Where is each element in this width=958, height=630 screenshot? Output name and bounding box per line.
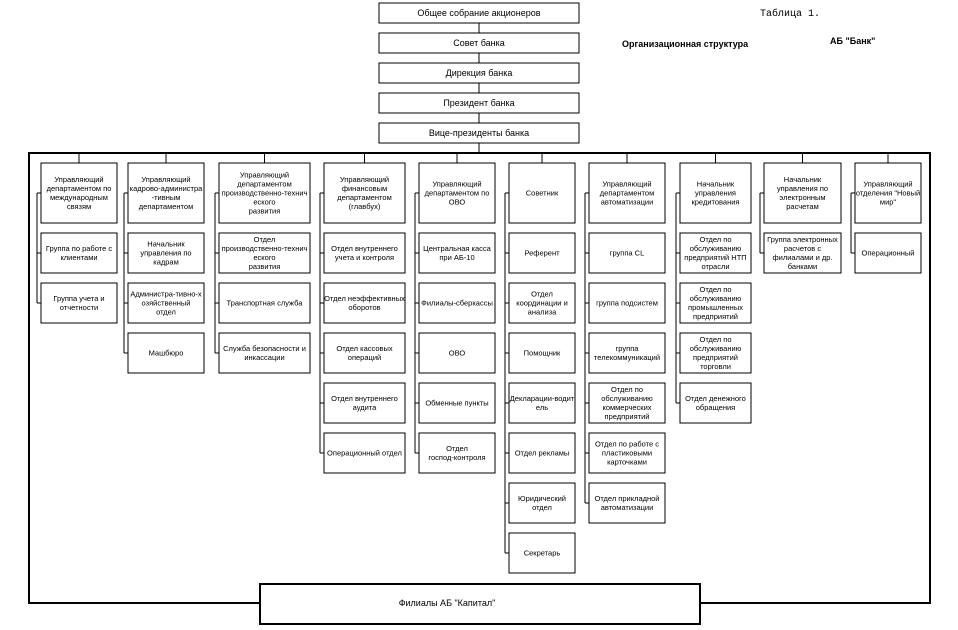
department-head-box xyxy=(219,163,310,223)
department-head-box xyxy=(764,163,841,223)
department-unit-box xyxy=(324,383,405,423)
department-unit-box xyxy=(509,233,575,273)
department-unit-box xyxy=(589,383,665,423)
department-unit-box xyxy=(764,233,841,273)
department-head-box-label: Начальник управления кредитования xyxy=(691,179,740,207)
department-unit-box xyxy=(509,433,575,473)
department-unit-box-label: группа подсистем xyxy=(596,298,658,308)
department-column xyxy=(760,153,841,273)
department-unit-box-label: Отдел кассовых операций xyxy=(336,344,393,362)
department-unit-box xyxy=(509,383,575,423)
department-unit-box-label: Отдел по обслуживанию промышленных предприятий xyxy=(688,285,743,321)
department-head-box-label: Управляющий департаментом автоматизации xyxy=(599,179,655,207)
department-unit-box-label: Администра-тивно-х озяйственный отдел xyxy=(130,289,202,317)
department-unit-box xyxy=(419,233,495,273)
department-unit-box-label: Отдел рекламы xyxy=(514,448,570,458)
department-unit-box-label: Отдел по обслуживанию коммерческих предприятий xyxy=(601,385,653,421)
department-unit-box-label: Служба безопасности и инкассации xyxy=(223,344,306,362)
department-unit-box-label: ОВО xyxy=(448,348,466,358)
department-unit-box xyxy=(680,383,751,423)
department-unit-box-label: Центральная касса при АБ-10 xyxy=(423,244,491,262)
department-unit-box xyxy=(680,333,751,373)
department-unit-box xyxy=(324,233,405,273)
top-chain-label: Вице-президенты банка xyxy=(428,128,530,138)
department-column xyxy=(585,153,665,523)
department-unit-box-label: Юридический отдел xyxy=(518,494,566,512)
department-unit-box-label: Отдел прикладной автоматизации xyxy=(594,494,660,512)
department-column xyxy=(37,153,117,323)
vice-presidents-box xyxy=(379,123,579,143)
department-unit-box xyxy=(41,283,117,323)
department-unit-box-label: Операционный отдел xyxy=(327,448,402,458)
department-column xyxy=(676,153,751,423)
top-chain-label: Президент банка xyxy=(443,98,515,108)
department-unit-box xyxy=(855,233,921,273)
department-unit-box-label: Отдел господ-контроля xyxy=(428,444,486,462)
department-unit-box xyxy=(509,533,575,573)
department-unit-box xyxy=(324,333,405,373)
branches-label: Филиалы АБ "Капитал" xyxy=(398,598,496,608)
department-unit-box-label: Отдел производственно-технич еского развития xyxy=(221,235,308,271)
department-unit-box xyxy=(589,283,665,323)
department-unit-box xyxy=(324,283,405,323)
department-unit-box-label: Группа учета и отчетности xyxy=(53,294,105,312)
department-unit-box-label: Отдел внутреннего аудита xyxy=(331,394,398,412)
department-unit-box xyxy=(680,283,751,323)
department-head-box-label: Управляющий департаментом производственно-технич еского развития xyxy=(221,170,308,216)
department-unit-box xyxy=(589,333,665,373)
department-unit-box xyxy=(219,333,310,373)
department-unit-box-label: Обменные пункты xyxy=(425,398,489,408)
department-unit-box xyxy=(419,283,495,323)
department-column xyxy=(505,153,575,573)
department-unit-box-label: группа телекоммуникаций xyxy=(593,344,661,362)
department-column xyxy=(124,153,204,373)
chart-title-left: Организационная структура xyxy=(622,39,749,49)
department-head-box-label: Советник xyxy=(525,188,559,198)
department-unit-box xyxy=(589,233,665,273)
department-unit-box xyxy=(128,283,204,323)
department-unit-box xyxy=(509,483,575,523)
department-unit-box-label: Декларации-водит ель xyxy=(509,394,575,412)
department-unit-box xyxy=(589,433,665,473)
department-unit-box-label: Отдел по обслуживанию предприятий НТП отрасли xyxy=(684,235,747,271)
department-head-box xyxy=(855,163,921,223)
department-unit-box-label: Машбюро xyxy=(148,348,184,358)
department-unit-box-label: Отдел внутреннего учета и контроля xyxy=(331,244,398,262)
department-unit-box xyxy=(419,333,495,373)
table-caption: Таблица 1. xyxy=(760,9,821,20)
department-unit-box-label: Группа по работе с клиентами xyxy=(45,244,113,262)
department-unit-box-label: Операционный xyxy=(861,248,915,258)
department-head-box xyxy=(128,163,204,223)
department-head-box xyxy=(419,163,495,223)
department-unit-box xyxy=(324,433,405,473)
department-unit-box-label: Отдел по обслуживанию предприятий торговли xyxy=(689,335,742,371)
department-unit-box-label: группа CL xyxy=(609,248,645,258)
bank-directorate-box xyxy=(379,63,579,83)
chart-title-right: АБ "Банк" xyxy=(830,36,876,46)
department-head-box-label: Управляющий финансовым департаментом (главбух) xyxy=(337,175,392,211)
department-unit-box xyxy=(509,283,575,323)
department-head-box-label: Управляющий департаментом по международным связям xyxy=(46,175,112,211)
department-unit-box xyxy=(509,333,575,373)
department-unit-box-label: Помощник xyxy=(523,348,561,358)
department-head-box-label: Начальник управления по электронным расчетам xyxy=(776,175,829,211)
department-head-box xyxy=(680,163,751,223)
department-unit-box-label: Отдел координации и анализа xyxy=(516,289,568,317)
department-unit-box-label: Секретарь xyxy=(523,548,561,558)
department-unit-box-label: Группа электронных расчетов с филиалами и др. банками xyxy=(767,235,838,271)
top-chain-label: Дирекция банка xyxy=(445,68,513,78)
top-chain-label: Общее собрание акционеров xyxy=(417,8,541,18)
bank-council-box xyxy=(379,33,579,53)
department-unit-box xyxy=(419,433,495,473)
department-head-box xyxy=(589,163,665,223)
department-unit-box-label: Начальник управления по кадрам xyxy=(140,239,192,267)
department-unit-box-label: Отдел неэффективных оборотов xyxy=(324,294,405,312)
department-head-box xyxy=(41,163,117,223)
department-unit-box xyxy=(128,233,204,273)
department-unit-box xyxy=(219,283,310,323)
department-unit-box-label: Отдел по работе с пластиковыми карточками xyxy=(594,439,660,467)
department-head-box xyxy=(509,163,575,223)
top-chain-label: Совет банка xyxy=(453,38,505,48)
department-unit-box xyxy=(589,483,665,523)
department-unit-box xyxy=(680,233,751,273)
department-unit-box xyxy=(128,333,204,373)
branches-box xyxy=(260,584,700,624)
shareholders-meeting-box xyxy=(379,3,579,23)
bank-president-box xyxy=(379,93,579,113)
department-unit-box-label: Транспортная служба xyxy=(226,298,303,308)
department-unit-box xyxy=(419,383,495,423)
department-unit-box-label: Референт xyxy=(524,248,560,258)
department-unit-box xyxy=(219,233,310,273)
department-column xyxy=(215,153,310,373)
department-unit-box-label: Филиалы-сберкассы xyxy=(421,298,493,308)
department-head-box-label: Управляющий отделения "Новый мир" xyxy=(855,179,921,207)
department-head-box-label: Управляющий департаментом по ОВО xyxy=(424,179,490,207)
department-head-box xyxy=(324,163,405,223)
department-head-box-label: Управляющий кадрово-администра -тивным департаментом xyxy=(129,175,203,211)
department-unit-box-label: Отдел денежного обращения xyxy=(685,394,746,412)
department-column xyxy=(851,153,921,273)
department-unit-box xyxy=(41,233,117,273)
